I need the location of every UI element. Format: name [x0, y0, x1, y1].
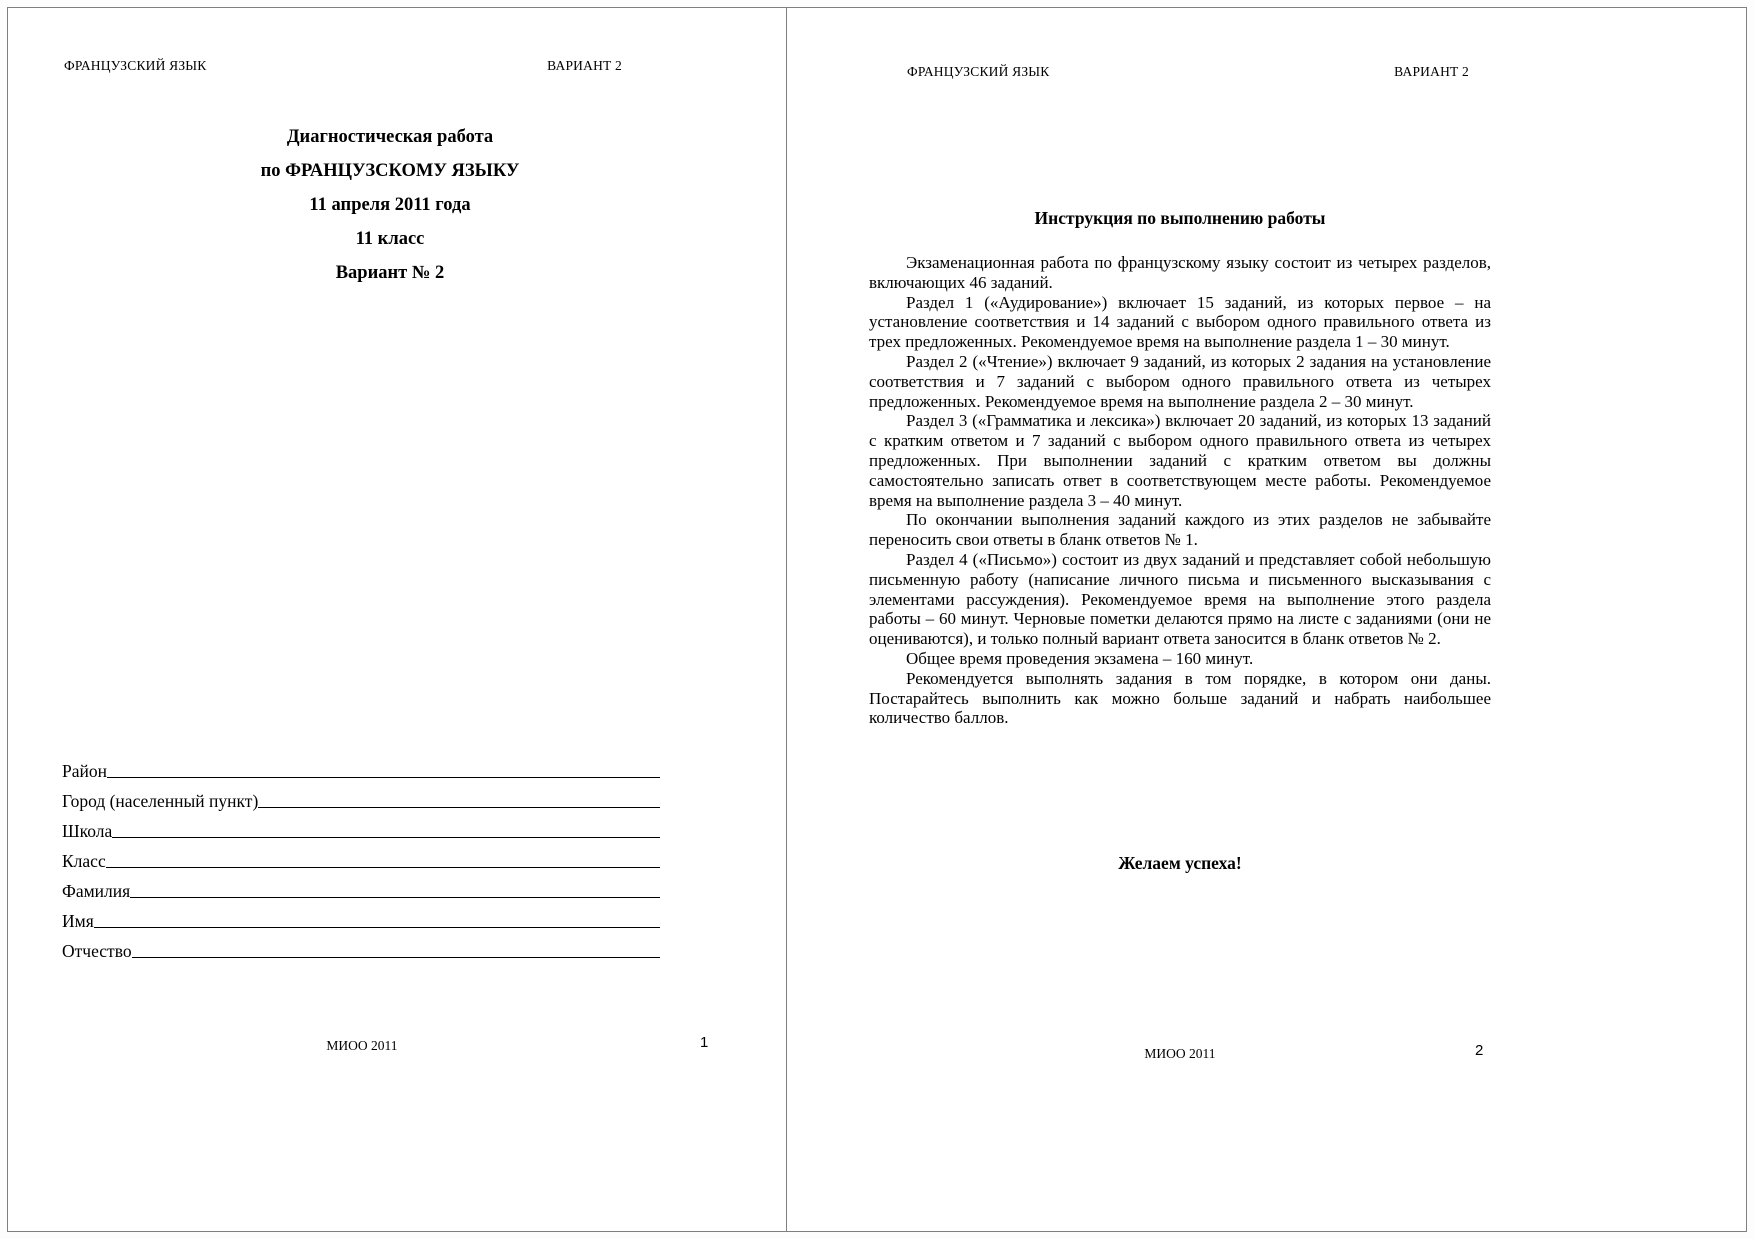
title-line-grade: 11 класс	[355, 229, 425, 249]
page-2-running-header	[907, 64, 1469, 80]
field-label-surname: Фамилия	[62, 881, 131, 901]
title-line-date: 11 апреля 2011 года	[309, 195, 471, 215]
variant-label: ВАРИАНТ 2	[1394, 64, 1469, 79]
field-row-city	[62, 782, 660, 812]
instruction-paragraph: Раздел 1 («Аудирование») включает 15 заданий, из которых первое – на установление соответствия и 14 заданий с выбором одного правильного ответа из трех предложенных. Рекомендуемое время на выполнение раздела 1 – 30 минут.	[869, 292, 1491, 352]
field-blank-line	[106, 867, 660, 868]
field-blank-line	[258, 807, 660, 808]
page-2-number: 2	[1475, 1042, 1484, 1059]
document-spread	[7, 7, 1747, 1232]
field-row-class	[62, 842, 660, 872]
instruction-paragraph: Общее время проведения экзамена – 160 минут.	[906, 648, 1254, 668]
field-blank-line	[130, 897, 660, 898]
field-blank-line	[132, 957, 660, 958]
variant-label: ВАРИАНТ 2	[547, 58, 622, 73]
field-row-surname	[62, 872, 660, 902]
field-blank-line	[94, 927, 660, 928]
field-label-patronymic: Отчество	[62, 941, 132, 961]
page-1-footer-imprint: МИОО 2011	[326, 1038, 398, 1053]
field-row-patronymic	[62, 932, 660, 962]
good-luck-message: Желаем успеха!	[1118, 853, 1242, 873]
page-2-footer-imprint: МИОО 2011	[1144, 1046, 1216, 1061]
page-2	[787, 8, 1746, 1231]
field-row-school	[62, 812, 660, 842]
instruction-paragraph: Экзаменационная работа по французскому языку состоит из четырех разделов, включающих 46 заданий.	[869, 253, 1491, 292]
field-blank-line	[107, 777, 660, 778]
instruction-paragraph: Раздел 3 («Грамматика и лексика») включает 20 заданий, из которых 13 заданий с кратким ответом и 7 заданий с выбором одного правильного ответа из четырех предложенных. При выполнении заданий с кратким ответом вы должны самостоятельно записать ответ в соответствующем месте работы. Рекомендуемое время на выполнение раздела 3 – 40 минут.	[869, 411, 1491, 510]
field-row-firstname	[62, 902, 660, 932]
field-blank-line	[112, 837, 660, 838]
title-line-subject: по ФРАНЦУЗСКОМУ ЯЗЫКУ	[260, 161, 520, 181]
instruction-paragraph: По окончании выполнения заданий каждого из этих разделов не забывайте переносить свои ответы в бланк ответов № 1.	[869, 510, 1491, 550]
field-label-city: Город (населенный пункт)	[62, 791, 259, 811]
page-1-running-header	[64, 58, 622, 74]
field-label-school: Школа	[62, 821, 113, 841]
field-row-district	[62, 752, 660, 782]
title-line-variant: Вариант № 2	[335, 263, 445, 283]
title-block	[64, 126, 716, 296]
subject-label: ФРАНЦУЗСКИЙ ЯЗЫК	[64, 58, 207, 73]
instruction-paragraph: Раздел 4 («Письмо») состоит из двух заданий и представляет собой небольшую письменную работу (написание личного письма и письменного высказывания с элементами рассуждения). Рекомендуемое время на выполнение этого раздела работы – 60 минут. Черновые пометки делаются прямо на листе с заданиями (они не оцениваются), и только полный вариант ответа заносится в бланк ответов № 2.	[869, 549, 1491, 649]
instructions-heading: Инструкция по выполнению работы	[1034, 208, 1326, 228]
title-line-work-type: Диагностическая работа	[286, 127, 494, 147]
subject-label: ФРАНЦУЗСКИЙ ЯЗЫК	[907, 64, 1050, 79]
field-label-class: Класс	[62, 851, 106, 871]
instruction-paragraph: Раздел 2 («Чтение») включает 9 заданий, из которых 2 задания на установление соответствия и 7 заданий с выбором одного правильного ответа из четырех предложенных. Рекомендуемое время на выполнение раздела 2 – 30 минут.	[869, 351, 1491, 411]
instruction-paragraph: Рекомендуется выполнять задания в том порядке, в котором они даны. Постарайтесь выполнить как можно больше заданий и набрать наибольшее количество баллов.	[869, 668, 1491, 728]
instructions-body	[869, 253, 1491, 728]
page-1-number: 1	[700, 1034, 709, 1051]
field-label-firstname: Имя	[62, 911, 94, 931]
field-label-district: Район	[62, 761, 107, 781]
page-1	[8, 8, 787, 1231]
student-info-form	[62, 752, 660, 962]
